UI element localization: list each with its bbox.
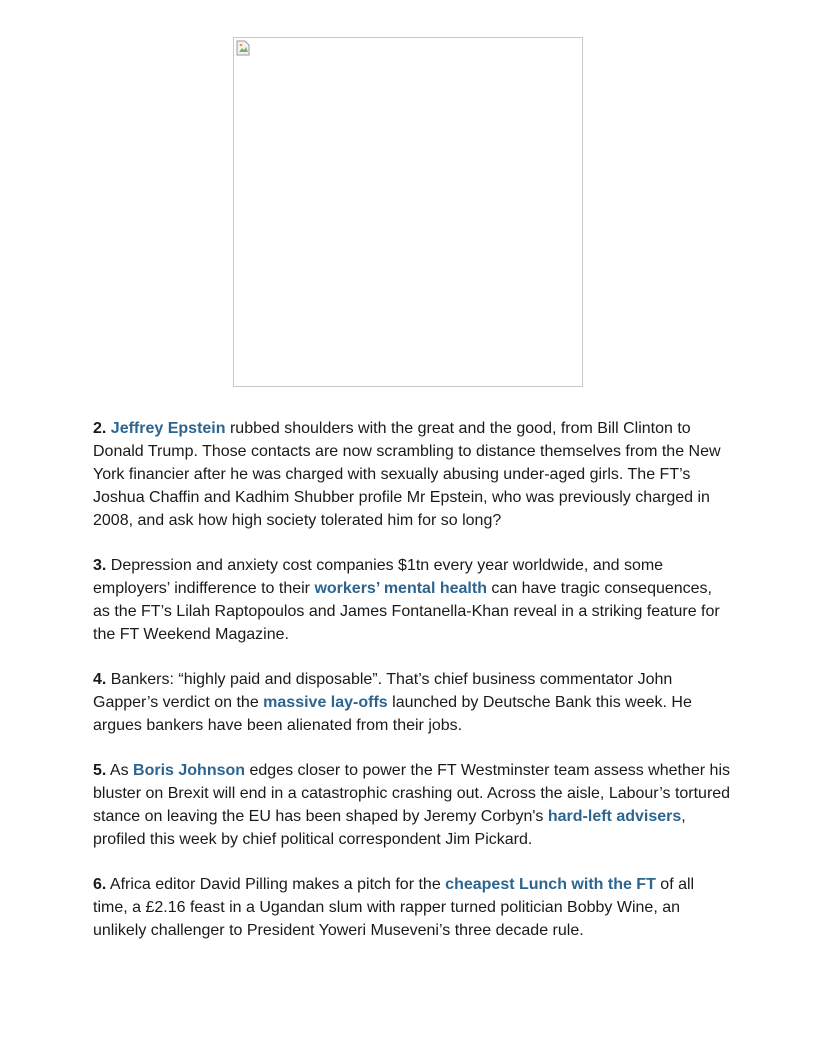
item-text: As	[106, 762, 134, 779]
list-item	[93, 873, 733, 942]
item-number: 5.	[93, 762, 107, 779]
link-workers-mental-health[interactable]: workers’ mental health	[314, 580, 487, 597]
link-hard-left-advisers[interactable]: hard-left advisers	[547, 808, 682, 825]
list-item	[93, 554, 733, 646]
link-cheapest-lunch[interactable]: cheapest Lunch with the FT	[445, 876, 656, 893]
list-item	[93, 759, 733, 851]
item-text: rubbed shoulders with the great and the good, from Bill Clinton to Donald Trump. Those contacts are now scrambling to distance themselves from the New York financier after he was charged with sexually abusing under-aged girls. The FT’s Joshua Chaffin and Kadhim Shubber profile Mr Epstein, who was previously charged in 2008, and ask how high society tolerated him for so long?	[93, 420, 721, 529]
item-number: 4.	[93, 671, 107, 688]
item-text: launched by Deutsche Bank this week. He argues bankers have been alienated from their jobs.	[93, 694, 692, 734]
list-item	[93, 668, 733, 737]
article-list	[93, 417, 733, 964]
item-text: can have tragic consequences, as the FT’s Lilah Raptopoulos and James Fontanella-Khan reveal in a striking feature for the FT Weekend Magazine.	[93, 580, 720, 643]
item-number: 3.	[93, 557, 107, 574]
item-text: edges closer to power the FT Westminster team assess whether his bluster on Brexit will end in a catastrophic crashing out. Across the aisle, Labour’s tortured stance on leaving the EU has been shaped by Jeremy Corbyn's	[93, 762, 731, 825]
item-number: 2.	[93, 420, 107, 437]
link-jeffrey-epstein[interactable]: Jeffrey Epstein	[110, 420, 226, 437]
link-boris-johnson[interactable]: Boris Johnson	[133, 762, 246, 779]
item-text: Bankers: “highly paid and disposable”. That’s chief business commentator John Gapper’s verdict on the	[93, 671, 673, 711]
item-text: Africa editor David Pilling makes a pitch for the	[106, 876, 446, 893]
item-text: , profiled this week by chief political correspondent Jim Pickard.	[93, 808, 686, 848]
item-text: of all time, a £2.16 feast in a Ugandan slum with rapper turned politician Bobby Wine, an unlikely challenger to President Yoweri Museveni’s three decade rule.	[93, 876, 695, 939]
item-number: 6.	[93, 876, 107, 893]
list-item	[93, 417, 733, 532]
broken-image-icon	[236, 40, 250, 56]
item-text: Depression and anxiety cost companies $1tn every year worldwide, and some employers’ indifference to their	[93, 557, 664, 597]
link-massive-lay-offs[interactable]: massive lay-offs	[263, 694, 388, 711]
article-image-placeholder	[233, 37, 583, 387]
